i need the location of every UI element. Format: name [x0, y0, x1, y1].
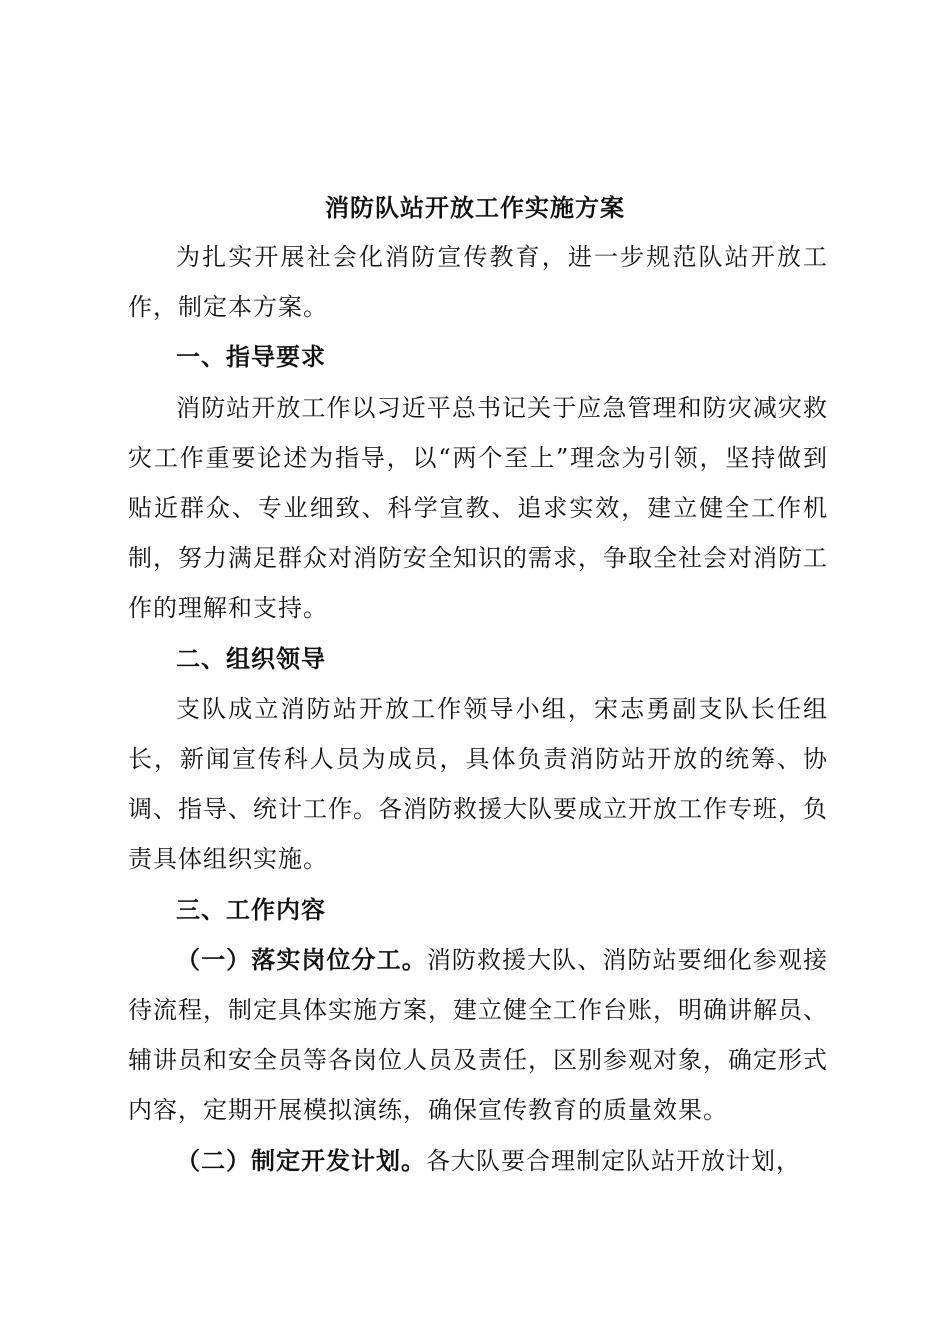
- document-body: [128, 232, 828, 1186]
- section-paragraph-guidance: 消防站开放工作以习近平总书记关于应急管理和防灾减灾救灾工作重要论述为指导，以“两个至上”理念为引领，坚持做到贴近群众、专业细致、科学宣教、追求实效，建立健全工作机制，努力满足群众对消防安全知识的需求，争取全社会对消防工作的理解和支持。: [128, 393, 828, 623]
- intro-paragraph: 为扎实开展社会化消防宣传教育，进一步规范队站开放工作，制定本方案。: [128, 243, 828, 322]
- document-title: 消防队站开放工作实施方案: [325, 194, 625, 222]
- work-item-1: [128, 935, 828, 1136]
- section-heading-work-content: 三、工作内容: [176, 895, 326, 924]
- section-heading-guidance: 一、指导要求: [176, 343, 326, 372]
- work-item-2-label: （二）制定开发计划。: [176, 1146, 426, 1175]
- work-item-2: [128, 1136, 828, 1186]
- section-heading-organization: 二、组织领导: [176, 644, 326, 673]
- work-item-2-text: 各大队要合理制定队站开放计划，: [426, 1146, 801, 1175]
- section-paragraph-organization: 支队成立消防站开放工作领导小组，宋志勇副支队长任组长，新闻宣传科人员为成员，具体负责消防站开放的统筹、协调、指导、统计工作。各消防救援大队要成立开放工作专班，负责具体组织实施。: [128, 694, 828, 874]
- work-item-1-label: （一）落实岗位分工。: [176, 945, 427, 974]
- work-item-1-text: 消防救援大队、消防站要细化参观接待流程，制定具体实施方案，建立健全工作台账，明确讲解员、辅讲员和安全员等各岗位人员及责任，区别参观对象，确定形式内容，定期开展模拟演练，确保宣传教育的质量效果。: [128, 945, 829, 1125]
